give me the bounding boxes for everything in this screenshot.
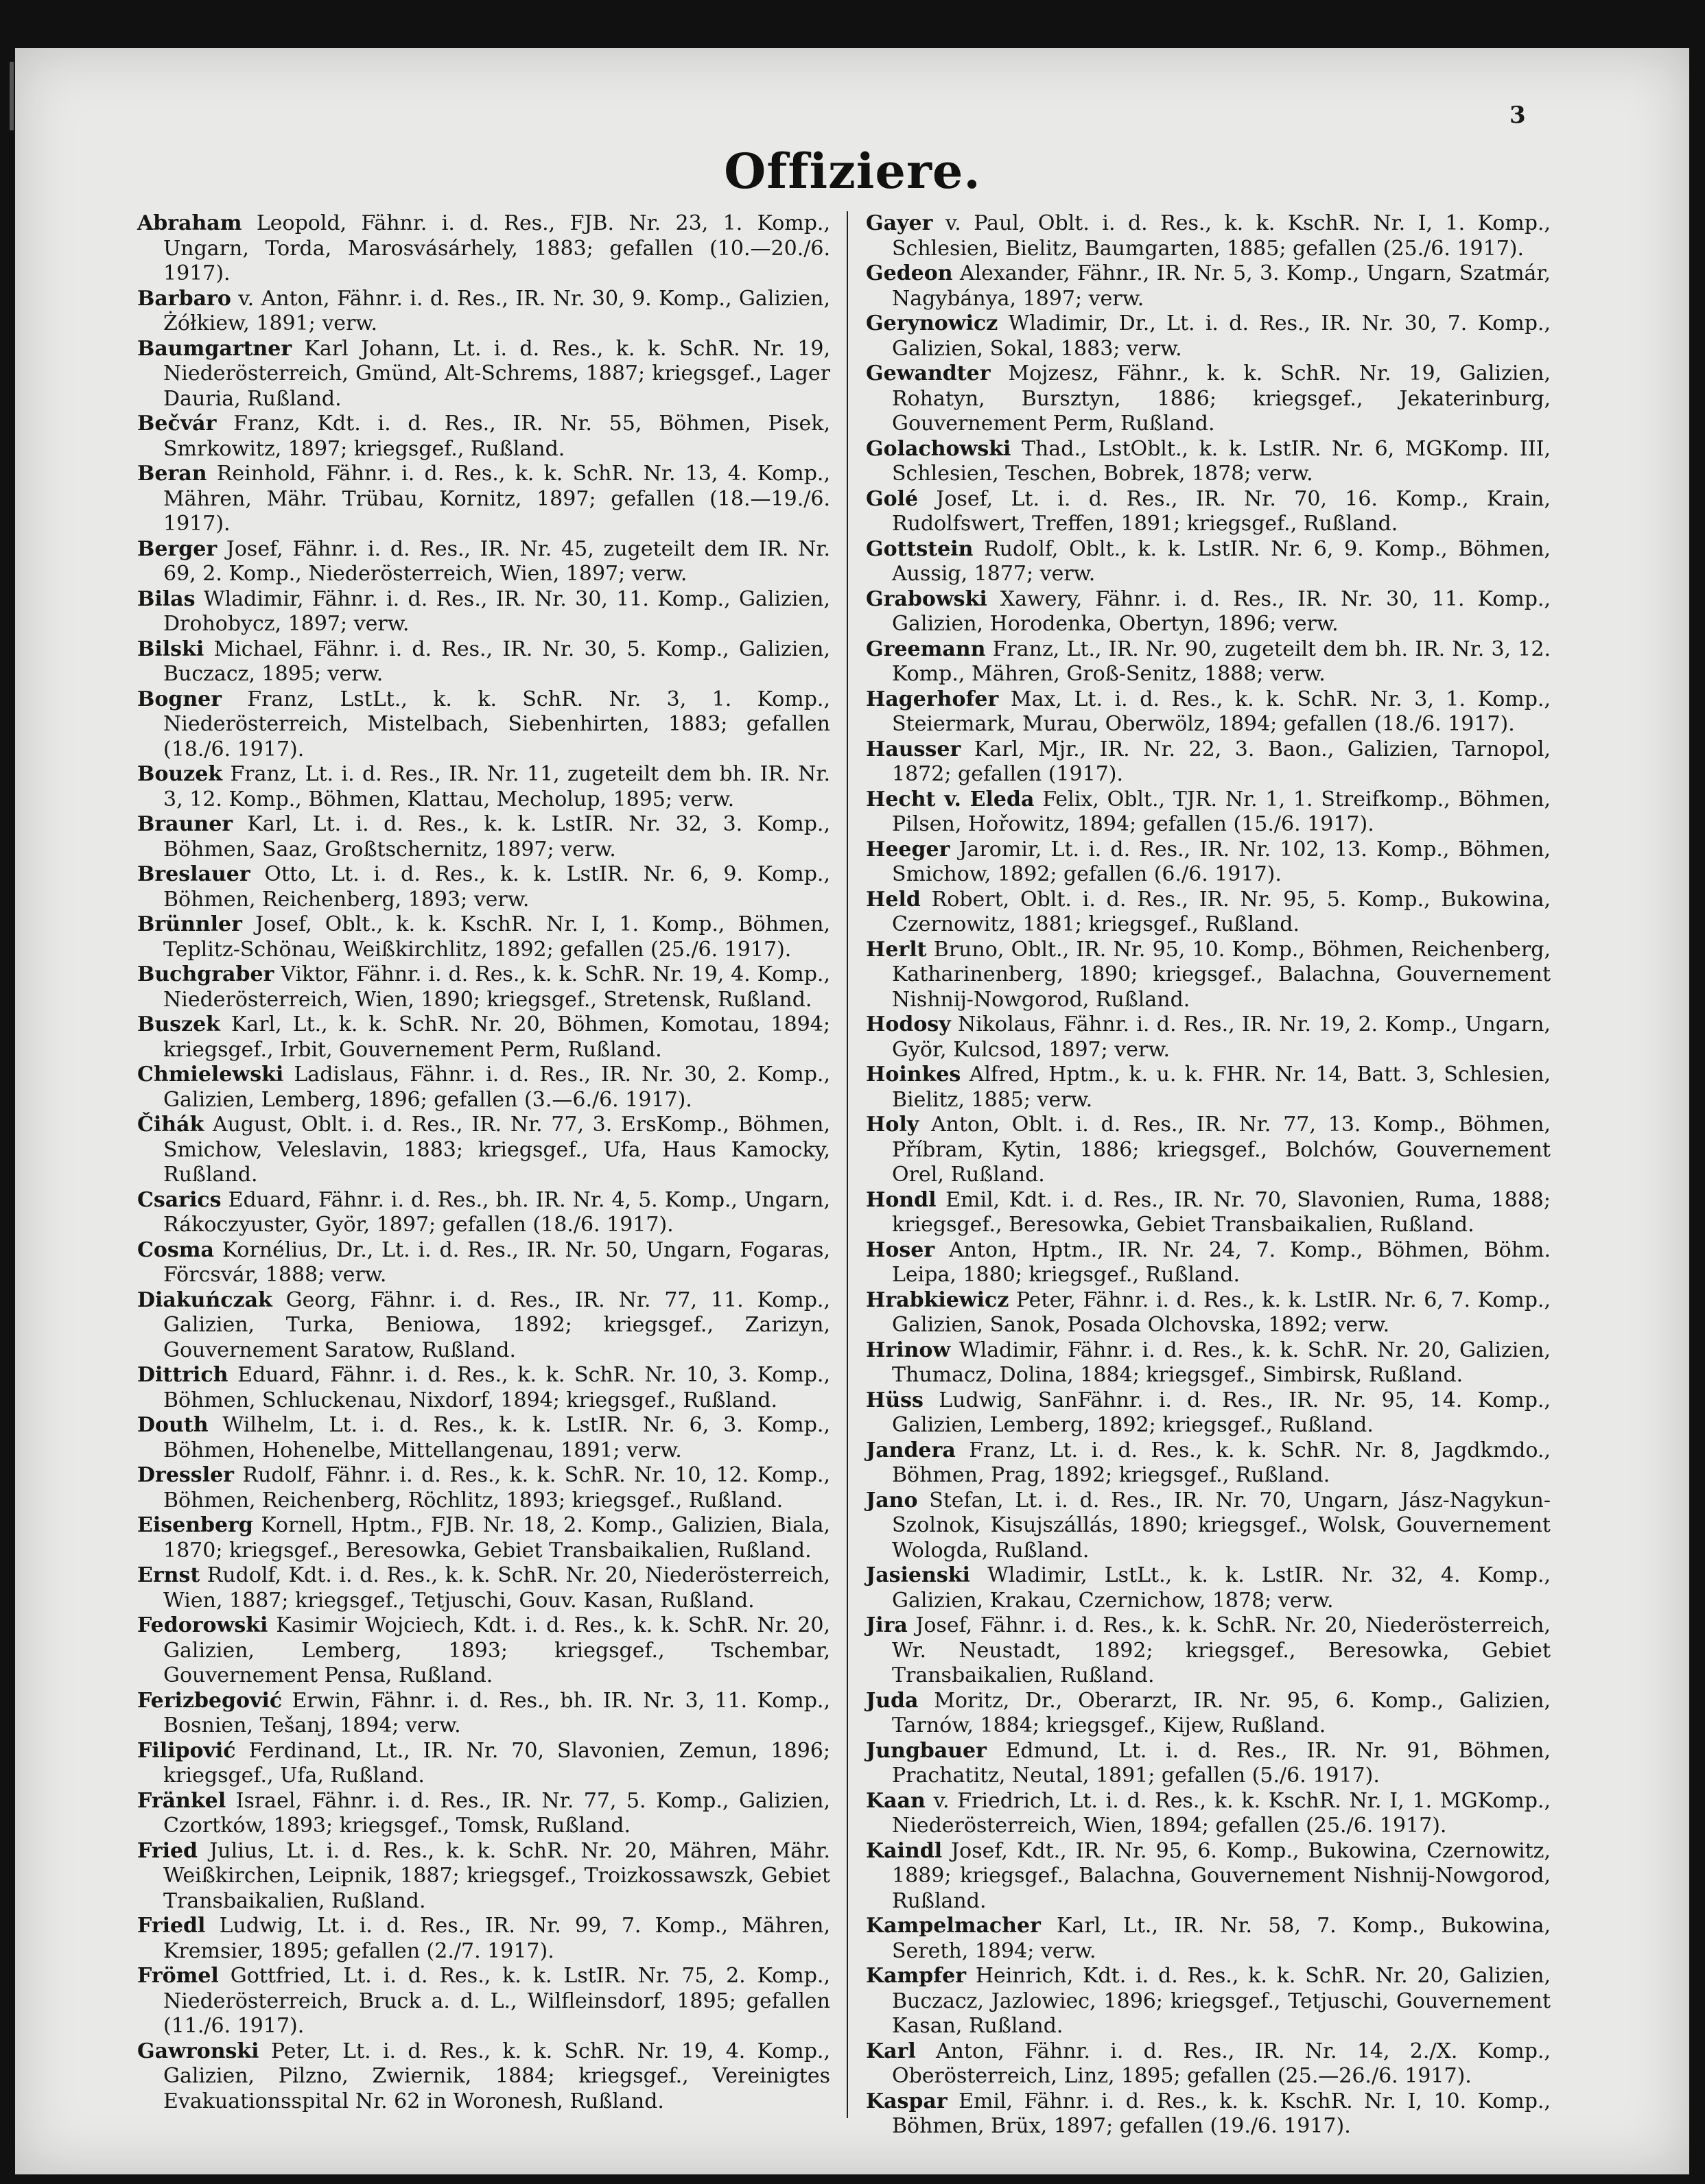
officer-entry (137, 1563, 830, 1613)
officer-surname: Kaindl (866, 1838, 943, 1863)
officer-entry (137, 1238, 830, 1288)
officer-entry (866, 261, 1551, 311)
officer-surname: Dittrich (137, 1363, 228, 1387)
officer-surname: Herlt (866, 937, 927, 962)
officer-entry (137, 1513, 830, 1563)
officer-details: Robert, Oblt. i. d. Res., IR. Nr. 95, 5. Komp., Bukowina, Czernowitz, 1881; kriegsgef., Rußland. (892, 887, 1551, 936)
officer-entry (866, 1613, 1551, 1689)
officer-entry (137, 1463, 830, 1513)
officer-surname: Fried (137, 1838, 198, 1863)
officer-entry (137, 1113, 830, 1188)
officer-surname: Fränkel (137, 1788, 226, 1813)
officer-entry (866, 487, 1551, 537)
officer-details: Ferdinand, Lt., IR. Nr. 70, Slavonien, Zemun, 1896; kriegsgef., Ufa, Rußland. (163, 1738, 830, 1788)
officer-details: Alexander, Fähnr., IR. Nr. 5, 3. Komp., Ungarn, Szatmár, Nagybánya, 1897; verw. (892, 261, 1551, 311)
officer-surname: Kaan (866, 1788, 926, 1813)
officer-surname: Jira (866, 1613, 908, 1637)
officer-entry (137, 1964, 830, 2039)
officer-entry (866, 1563, 1551, 1613)
officer-surname: Gewandter (866, 361, 991, 385)
left-column (137, 211, 830, 2118)
officer-surname: Barbaro (137, 286, 231, 311)
officer-surname: Hüss (866, 1388, 924, 1412)
page-number: 3 (1509, 102, 1526, 129)
officer-details: Kasimir Wojciech, Kdt. i. d. Res., k. k. SchR. Nr. 20, Galizien, Lemberg, 1893; kriegsgef., Tschembar, Gouvernement Pensa, Rußland. (163, 1613, 830, 1687)
officer-entry (866, 1839, 1551, 1914)
scan-edge-mark (10, 62, 14, 130)
officer-surname: Gayer (866, 211, 933, 235)
officer-surname: Diakuńczak (137, 1287, 272, 1312)
officer-entry (866, 1012, 1551, 1063)
officer-entry (137, 812, 830, 862)
officer-entry (137, 287, 830, 337)
officer-surname: Gedeon (866, 261, 953, 285)
officer-details: Karl, Mjr., IR. Nr. 22, 3. Baon., Galizien, Tarnopol, 1872; gefallen (1917). (892, 737, 1551, 786)
officer-entry (866, 1689, 1551, 1739)
officer-surname: Buszek (137, 1012, 220, 1036)
officer-details: Wilhelm, Lt. i. d. Res., k. k. LstIR. Nr. 6, 3. Komp., Böhmen, Hohenelbe, Mittellangenau, 1891; verw. (163, 1413, 830, 1462)
officer-surname: Held (866, 887, 921, 912)
officer-surname: Baumgartner (137, 336, 292, 361)
officer-entry (866, 938, 1551, 1013)
officer-details: Karl, Lt., IR. Nr. 58, 7. Komp., Bukowina, Sereth, 1894; verw. (892, 1914, 1551, 1963)
officer-details: Otto, Lt. i. d. Res., k. k. LstIR. Nr. 6, 9. Komp., Böhmen, Reichenberg, 1893; verw. (163, 862, 830, 912)
officer-surname: Hodosy (866, 1012, 951, 1036)
officer-details: Rudolf, Kdt. i. d. Res., k. k. SchR. Nr. 20, Niederösterreich, Wien, 1887; kriegsgef., Tetjuschi, Gouv. Kasan, Rußland. (163, 1563, 830, 1613)
officer-surname: Berger (137, 536, 217, 561)
officer-surname: Cosma (137, 1237, 214, 1262)
officer-entry (137, 337, 830, 412)
officer-surname: Hrinow (866, 1338, 951, 1362)
officer-details: Reinhold, Fähnr. i. d. Res., k. k. SchR. Nr. 13, 4. Komp., Mähren, Mähr. Trübau, Kornitz, 1897; gefallen (18.—19./6. 1917). (163, 462, 830, 536)
officer-entry (137, 862, 830, 912)
officer-details: Karl, Lt., k. k. SchR. Nr. 20, Böhmen, Komotau, 1894; kriegsgef., Irbit, Gouvernement Perm, Rußland. (163, 1012, 830, 1062)
officer-details: Anton, Oblt. i. d. Res., IR. Nr. 77, 13. Komp., Böhmen, Příbram, Kytin, 1886; kriegsgef., Bolchów, Gouvernement Orel, Rußland. (892, 1113, 1551, 1187)
officer-entry (137, 687, 830, 763)
officer-surname: Kaspar (866, 2089, 948, 2113)
officer-surname: Filipović (137, 1738, 236, 1763)
officer-surname: Csarics (137, 1187, 222, 1212)
officer-entry (866, 687, 1551, 737)
officer-entry (866, 1113, 1551, 1188)
officer-details: Kornélius, Dr., Lt. i. d. Res., IR. Nr. 50, Ungarn, Fogaras, Förcsvár, 1888; verw. (163, 1237, 830, 1287)
officer-details: Xawery, Fähnr. i. d. Res., IR. Nr. 30, 11. Komp., Galizien, Horodenka, Obertyn, 1896; verw. (892, 586, 1551, 636)
officer-entry (137, 637, 830, 687)
officer-details: Karl, Lt. i. d. Res., k. k. LstIR. Nr. 32, 3. Komp., Böhmen, Saaz, Großtschernitz, 1897; verw. (163, 812, 830, 862)
officer-surname: Jungbauer (866, 1738, 987, 1763)
officer-details: v. Friedrich, Lt. i. d. Res., k. k. KschR. Nr. I, 1. MGKomp., Niederösterreich, Wien, 1894; gefallen (25./6. 1917). (892, 1788, 1551, 1838)
officer-details: Wladimir, Fähnr. i. d. Res., IR. Nr. 30, 11. Komp., Galizien, Drohobycz, 1897; verw. (163, 586, 830, 636)
officer-details: Erwin, Fähnr. i. d. Res., bh. IR. Nr. 3, 11. Komp., Bosnien, Tešanj, 1894; verw. (163, 1688, 830, 1737)
officer-surname: Chmielewski (137, 1063, 284, 1087)
officer-entry (137, 1739, 830, 1789)
officer-details: Wladimir, Dr., Lt. i. d. Res., IR. Nr. 30, 7. Komp., Galizien, Sokal, 1883; verw. (892, 311, 1551, 361)
officer-details: Josef, Oblt., k. k. KschR. Nr. I, 1. Komp., Böhmen, Teplitz-Schönau, Weißkirchlitz, 1892; gefallen (25./6. 1917). (163, 912, 830, 962)
officer-details: Kornell, Hptm., FJB. Nr. 18, 2. Komp., Galizien, Biala, 1870; kriegsgef., Beresowka, Gebiet Transbaikalien, Rußland. (163, 1513, 830, 1563)
officer-entry (137, 537, 830, 587)
officer-surname: Brünnler (137, 912, 242, 936)
officer-details: Edmund, Lt. i. d. Res., IR. Nr. 91, Böhmen, Prachatitz, Neutal, 1891; gefallen (5./6. 1917). (892, 1738, 1551, 1788)
officer-details: Ludwig, SanFähnr. i. d. Res., IR. Nr. 95, 14. Komp., Galizien, Lemberg, 1892; kriegsgef., Rußland. (892, 1388, 1551, 1437)
officer-details: Franz, Lt., IR. Nr. 90, zugeteilt dem bh. IR. Nr. 3, 12. Komp., Mähren, Groß-Senitz, 1888; verw. (892, 637, 1551, 686)
officer-details: Emil, Fähnr. i. d. Res., k. k. KschR. Nr. I, 10. Komp., Böhmen, Brüx, 1897; gefallen (19./6. 1917). (892, 2089, 1551, 2138)
officer-surname: Ferizbegović (137, 1688, 283, 1713)
officer-details: Peter, Fähnr. i. d. Res., k. k. LstIR. Nr. 6, 7. Komp., Galizien, Sanok, Posada Olchovska, 1892; verw. (892, 1287, 1551, 1337)
officer-entry (137, 1063, 830, 1113)
officer-surname: Hoser (866, 1237, 935, 1262)
officer-details: August, Oblt. i. d. Res., IR. Nr. 77, 3. ErsKomp., Böhmen, Smichow, Veleslavin, 1883; kriegsgef., Ufa, Haus Kamocky, Rußland. (163, 1113, 830, 1187)
officer-entry (866, 1188, 1551, 1238)
officer-details: Wladimir, LstLt., k. k. LstIR. Nr. 32, 4. Komp., Galizien, Krakau, Czernichow, 1878; verw. (892, 1563, 1551, 1613)
officer-details: Franz, LstLt., k. k. SchR. Nr. 3, 1. Komp., Niederösterreich, Mistelbach, Siebenhirten, 1883; gefallen (18./6. 1917). (163, 687, 830, 761)
officer-entry (137, 587, 830, 637)
officer-surname: Buchgraber (137, 962, 274, 986)
officer-entry (866, 1288, 1551, 1338)
officer-details: Heinrich, Kdt. i. d. Res., k. k. SchR. Nr. 20, Galizien, Buczacz, Jazlowiec, 1896; kriegsgef., Tetjuschi, Gouvernement Kasan, Rußland. (892, 1964, 1551, 2038)
officer-entry (137, 1288, 830, 1364)
officer-surname: Heeger (866, 837, 950, 862)
officer-details: Leopold, Fähnr. i. d. Res., FJB. Nr. 23, 1. Komp., Ungarn, Torda, Marosvásárhely, 1883; gefallen (10.—20./6. 1917). (163, 211, 830, 285)
officer-surname: Friedl (137, 1914, 206, 1938)
officer-entry (866, 838, 1551, 888)
officer-details: Bruno, Oblt., IR. Nr. 95, 10. Komp., Böhmen, Reichenberg, Katharinenberg, 1890; kriegsgef., Balachna, Gouvernement Nishnij-Nowgorod, Rußland. (892, 937, 1551, 1012)
officer-surname: Gerynowicz (866, 311, 998, 335)
officer-surname: Kampelmacher (866, 1914, 1041, 1938)
officer-entry (866, 211, 1551, 261)
officer-details: Michael, Fähnr. i. d. Res., IR. Nr. 30, 5. Komp., Galizien, Buczacz, 1895; verw. (163, 637, 830, 686)
officer-details: Mojzesz, Fähnr., k. k. SchR. Nr. 19, Galizien, Rohatyn, Bursztyn, 1886; kriegsgef., Jekaterinburg, Gouvernement Perm, Rußland. (892, 361, 1551, 436)
officer-entry (866, 587, 1551, 637)
officer-entry (866, 1789, 1551, 1839)
officer-entry (866, 737, 1551, 787)
officer-details: Ladislaus, Fähnr. i. d. Res., IR. Nr. 30, 2. Komp., Galizien, Lemberg, 1896; gefallen (3.—6./6. 1917). (163, 1063, 830, 1112)
officer-surname: Hecht v. Eleda (866, 787, 1035, 811)
officer-details: Moritz, Dr., Oberarzt, IR. Nr. 95, 6. Komp., Galizien, Tarnów, 1884; kriegsgef., Kijew, Rußland. (892, 1688, 1551, 1737)
officer-details: Josef, Lt. i. d. Res., IR. Nr. 70, 16. Komp., Krain, Rudolfswert, Treffen, 1891; kriegsgef., Rußland. (892, 486, 1551, 536)
officer-entry (137, 1689, 830, 1739)
officer-surname: Ernst (137, 1563, 200, 1587)
officer-entry (137, 462, 830, 537)
officer-entry (137, 211, 830, 287)
officer-surname: Hagerhofer (866, 687, 999, 711)
officer-surname: Frömel (137, 1964, 219, 1988)
officer-details: Peter, Lt. i. d. Res., k. k. SchR. Nr. 19, 4. Komp., Galizien, Pilzno, Zwiernik, 1884; kriegsgef., Vereinigtes Evakuationsspital Nr. 62 in Woronesh, Rußland. (163, 2039, 830, 2113)
officer-details: Franz, Lt. i. d. Res., IR. Nr. 11, zugeteilt dem bh. IR. Nr. 3, 12. Komp., Böhmen, Klattau, Mecholup, 1895; verw. (163, 762, 830, 811)
officer-details: Rudolf, Fähnr. i. d. Res., k. k. SchR. Nr. 10, 12. Komp., Böhmen, Reichenberg, Röchlitz, 1893; kriegsgef., Rußland. (163, 1463, 830, 1512)
officer-entry (137, 1789, 830, 1839)
officer-surname: Hoinkes (866, 1063, 961, 1087)
officer-details: Ludwig, Lt. i. d. Res., IR. Nr. 99, 7. Komp., Mähren, Kremsier, 1895; gefallen (2./7. 1917). (163, 1914, 830, 1963)
officer-entry (866, 1964, 1551, 2039)
officer-entry (866, 311, 1551, 361)
page-title: Offiziere. (724, 143, 981, 200)
officer-entry (866, 1388, 1551, 1438)
officer-details: Karl Johann, Lt. i. d. Res., k. k. SchR. Nr. 19, Niederösterreich, Gmünd, Alt-Schrems, 1887; kriegsgef., Lager Dauria, Rußland. (163, 336, 830, 411)
officer-entry (866, 537, 1551, 587)
officer-surname: Bogner (137, 687, 222, 711)
officer-surname: Hondl (866, 1187, 937, 1212)
officer-entry (137, 1914, 830, 1964)
officer-surname: Hrabkiewicz (866, 1287, 1009, 1312)
officer-details: Anton, Hptm., IR. Nr. 24, 7. Komp., Böhmen, Böhm. Leipa, 1880; kriegsgef., Rußland. (892, 1237, 1551, 1287)
officer-details: Josef, Kdt., IR. Nr. 95, 6. Komp., Bukowina, Czernowitz, 1889; kriegsgef., Balachna, Gouvernement Nishnij-Nowgorod, Rußland. (892, 1838, 1551, 1913)
officer-surname: Gottstein (866, 536, 974, 561)
officer-surname: Bilski (137, 637, 204, 661)
officer-surname: Dressler (137, 1463, 234, 1487)
officer-entry (866, 1488, 1551, 1564)
officer-details: Stefan, Lt. i. d. Res., IR. Nr. 70, Ungarn, Jász-Nagykun-Szolnok, Kisujszállás, 1890; kriegsgef., Wolsk, Gouvernement Wologda, Rußland. (892, 1488, 1551, 1563)
officer-details: Gottfried, Lt. i. d. Res., k. k. LstIR. Nr. 75, 2. Komp., Niederösterreich, Bruck a. d. L., Wilfleinsdorf, 1895; gefallen (11./6. 1917). (163, 1964, 830, 2038)
officer-details: Franz, Lt. i. d. Res., k. k. SchR. Nr. 8, Jagdkmdo., Böhmen, Prag, 1892; kriegsgef., Rußland. (892, 1438, 1551, 1487)
officer-surname: Jasienski (866, 1563, 970, 1587)
officer-details: Emil, Kdt. i. d. Res., IR. Nr. 70, Slavonien, Ruma, 1888; kriegsgef., Beresowka, Gebiet Transbaikalien, Rußland. (892, 1187, 1551, 1237)
officer-surname: Karl (866, 2039, 916, 2063)
officer-surname: Breslauer (137, 862, 250, 886)
officer-entry (137, 912, 830, 962)
officer-details: Georg, Fähnr. i. d. Res., IR. Nr. 77, 11. Komp., Galizien, Turka, Beniowa, 1892; kriegsgef., Zarizyn, Gouvernement Saratow, Rußland. (163, 1287, 830, 1362)
officer-surname: Kampfer (866, 1964, 967, 1988)
officer-details: Rudolf, Oblt., k. k. LstIR. Nr. 6, 9. Komp., Böhmen, Aussig, 1877; verw. (892, 536, 1551, 586)
officer-entry (137, 762, 830, 812)
officer-entry (137, 1363, 830, 1413)
officer-surname: Beran (137, 462, 207, 486)
officer-surname: Brauner (137, 812, 233, 836)
officer-entry (137, 2039, 830, 2115)
officer-entry (137, 1012, 830, 1063)
officer-details: Max, Lt. i. d. Res., k. k. SchR. Nr. 3, 1. Komp., Steiermark, Murau, Oberwölz, 1894; gefallen (18./6. 1917). (892, 687, 1551, 736)
officer-entry (866, 1063, 1551, 1113)
officer-surname: Bouzek (137, 762, 223, 786)
officer-surname: Čihák (137, 1113, 204, 1137)
officer-details: Alfred, Hptm., k. u. k. FHR. Nr. 14, Batt. 3, Schlesien, Bielitz, 1885; verw. (892, 1063, 1551, 1112)
officer-surname: Juda (866, 1688, 919, 1713)
officer-entry (866, 888, 1551, 938)
officer-entry (866, 1739, 1551, 1789)
officer-details: Viktor, Fähnr. i. d. Res., k. k. SchR. Nr. 19, 4. Komp., Niederösterreich, Wien, 1890; kriegsgef., Stretensk, Rußland. (163, 962, 830, 1012)
officer-surname: Gawronski (137, 2039, 259, 2063)
officer-entry (866, 2089, 1551, 2139)
officer-details: v. Anton, Fähnr. i. d. Res., IR. Nr. 30, 9. Komp., Galizien, Żółkiew, 1891; verw. (163, 286, 830, 335)
officer-surname: Hausser (866, 737, 961, 761)
officer-surname: Jano (866, 1488, 918, 1512)
officer-details: Josef, Fähnr. i. d. Res., IR. Nr. 45, zugeteilt dem IR. Nr. 69, 2. Komp., Niederösterreich, Wien, 1897; verw. (163, 536, 830, 586)
officer-entry (137, 1188, 830, 1238)
officer-details: Julius, Lt. i. d. Res., k. k. SchR. Nr. 20, Mähren, Mähr. Weißkirchen, Leipnik, 1887; kriegsgef., Troizkossawszk, Gebiet Transbaikalien, Rußland. (163, 1838, 830, 1913)
officer-entry (866, 1238, 1551, 1288)
officer-details: Eduard, Fähnr. i. d. Res., k. k. SchR. Nr. 10, 3. Komp., Böhmen, Schluckenau, Nixdorf, 1894; kriegsgef., Rußland. (163, 1363, 830, 1412)
officer-details: Franz, Kdt. i. d. Res., IR. Nr. 55, Böhmen, Pisek, Smrkowitz, 1897; kriegsgef., Rußland. (163, 412, 830, 461)
officer-details: Jaromir, Lt. i. d. Res., IR. Nr. 102, 13. Komp., Böhmen, Smichow, 1892; gefallen (6./6. 1917). (892, 837, 1551, 886)
officer-entry (866, 637, 1551, 687)
officer-details: Felix, Oblt., TJR. Nr. 1, 1. Streifkomp., Böhmen, Pilsen, Hořowitz, 1894; gefallen (15./6. 1917). (892, 787, 1551, 836)
officer-entry (866, 2039, 1551, 2089)
officer-surname: Abraham (137, 211, 242, 235)
entries-columns (137, 211, 1551, 2138)
officer-entry (137, 412, 830, 462)
officer-entry (866, 787, 1551, 838)
officer-details: Josef, Fähnr. i. d. Res., k. k. SchR. Nr. 20, Niederösterreich, Wr. Neustadt, 1892; kriegsgef., Beresowka, Gebiet Transbaikalien, Rußland. (892, 1613, 1551, 1687)
officer-details: Nikolaus, Fähnr. i. d. Res., IR. Nr. 19, 2. Komp., Ungarn, Györ, Kulcsod, 1897; verw. (892, 1012, 1551, 1062)
officer-surname: Greemann (866, 637, 986, 661)
officer-entry (137, 1613, 830, 1689)
officer-entry (866, 1914, 1551, 1964)
officer-surname: Jandera (866, 1438, 956, 1462)
officer-surname: Douth (137, 1413, 209, 1437)
officer-surname: Fedorowski (137, 1613, 268, 1637)
officer-entry (137, 1413, 830, 1463)
right-column (866, 211, 1551, 2138)
officer-entry (866, 1338, 1551, 1388)
officer-entry (866, 1438, 1551, 1488)
officer-details: Wladimir, Fähnr. i. d. Res., k. k. SchR. Nr. 20, Galizien, Thumacz, Dolina, 1884; kriegsgef., Simbirsk, Rußland. (892, 1338, 1551, 1387)
officer-surname: Eisenberg (137, 1513, 253, 1537)
officer-surname: Golachowski (866, 436, 1011, 461)
officer-entry (866, 361, 1551, 437)
officer-surname: Grabowski (866, 586, 987, 611)
officer-details: Anton, Fähnr. i. d. Res., IR. Nr. 14, 2./X. Komp., Oberösterreich, Linz, 1895; gefallen (25.—26./6. 1917). (892, 2039, 1551, 2088)
officer-details: v. Paul, Oblt. i. d. Res., k. k. KschR. Nr. I, 1. Komp., Schlesien, Bielitz, Baumgarten, 1885; gefallen (25./6. 1917). (892, 211, 1551, 261)
officer-details: Eduard, Fähnr. i. d. Res., bh. IR. Nr. 4, 5. Komp., Ungarn, Rákoczyuster, Györ, 1897; gefallen (18./6. 1917). (163, 1187, 830, 1237)
officer-entry (137, 1839, 830, 1914)
officer-details: Israel, Fähnr. i. d. Res., IR. Nr. 77, 5. Komp., Galizien, Czortków, 1893; kriegsgef., Tomsk, Rußland. (163, 1788, 830, 1838)
officer-details: Thad., LstOblt., k. k. LstIR. Nr. 6, MGKomp. III, Schlesien, Teschen, Bobrek, 1878; verw. (892, 436, 1551, 486)
officer-entry (137, 962, 830, 1012)
officer-entry (866, 437, 1551, 487)
column-divider (847, 211, 848, 2118)
officer-surname: Bilas (137, 586, 196, 611)
officer-surname: Bečvár (137, 412, 217, 436)
officer-surname: Golé (866, 486, 919, 511)
officer-surname: Holy (866, 1113, 919, 1137)
